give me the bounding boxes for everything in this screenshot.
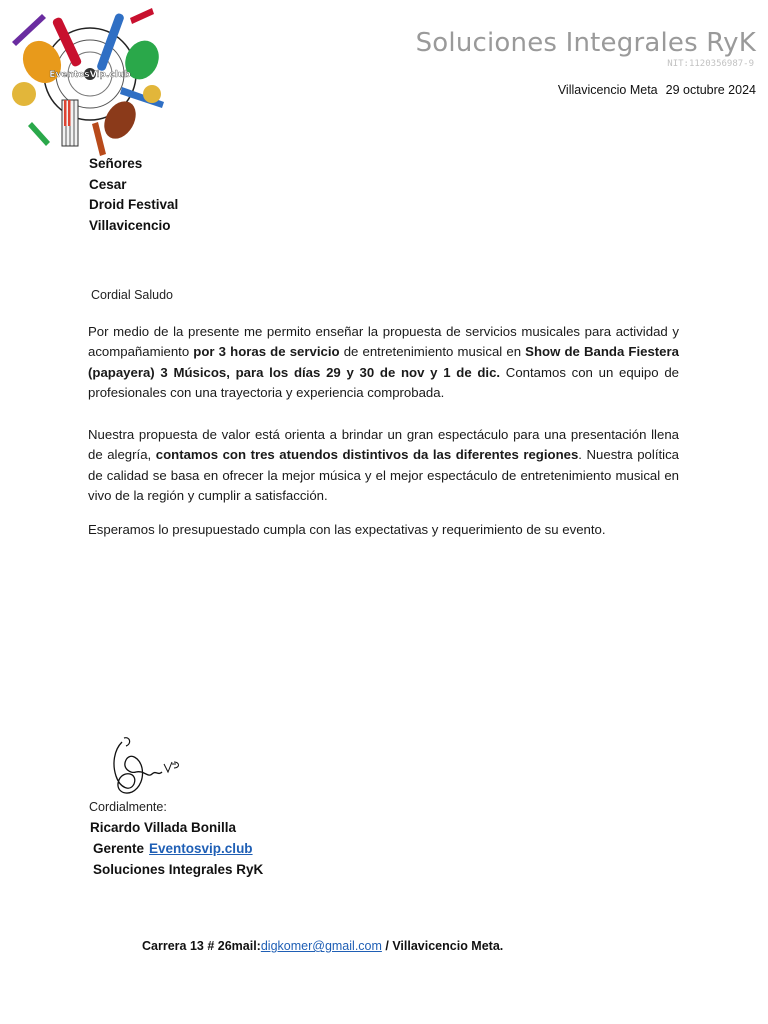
company-nit: NIT:1120356987-9 [667,59,754,69]
role-label: Gerente [93,841,145,856]
signer-company: Soluciones Integrales RyK [93,862,264,877]
website-link[interactable]: Eventosvip.club [149,841,253,856]
paragraph-value [88,425,679,507]
music-instruments-icon [12,8,165,156]
date-line [558,83,756,97]
text: Por medio de la presente me permito enseñar la propuesta de servicios musicales para actividad y acompañamiento [88,324,679,360]
company-logo [2,2,177,162]
date: 29 octubre 2024 [665,83,756,97]
bold-text: Show de Banda Fiestera (papayera) 3 Músicos, para los días 29 y 30 de nov y 1 de dic. [88,344,679,380]
text: . Nuestra política de calidad se basa en ofrecer la mejor música y el mejor espectáculo de entretenimiento musical en vivo de la región y cumplir a satisfacción. [88,447,680,504]
company-name: Soluciones Integrales RyK [415,28,756,58]
signer-name: Ricardo Villada Bonilla [90,820,237,835]
paragraph-proposal [88,322,679,404]
footer-contact [142,939,503,953]
addressee-line: Cesar [89,176,127,192]
addressee-block [89,154,178,237]
greeting: Cordial Saludo [91,288,173,302]
text: Contamos con un equipo de profesionales con una trayectoria y experiencia comprobada. [88,364,679,401]
text: Nuestra propuesta de valor está orienta a brindar un gran espectáculo para una presentación llena de alegría, [88,427,679,463]
email-link[interactable]: digkomer@gmail.com [260,939,382,953]
text: de entretenimiento musical en [339,344,526,360]
paragraph-closing: Esperamos lo presupuestado cumpla con las expectativas y requerimiento de su evento. [88,522,606,537]
logo-text: EventosVip.club [49,70,131,80]
addressee-line: Villavicencio [89,218,171,234]
closing: Cordialmente: [89,800,167,814]
bold-text: por 3 horas de servicio [193,344,340,360]
handwritten-signature [100,734,182,800]
addressee-line: Droid Festival [89,197,179,213]
address: Carrera 13 # 26mail: [142,939,261,953]
footer-city: / Villavicencio Meta. [381,939,504,953]
city: Villavicencio Meta [557,83,658,97]
bold-text: contamos con tres atuendos distintivos da las diferentes regiones [155,447,579,463]
addressee-line: Señores [89,156,143,171]
signer-role [93,841,253,856]
